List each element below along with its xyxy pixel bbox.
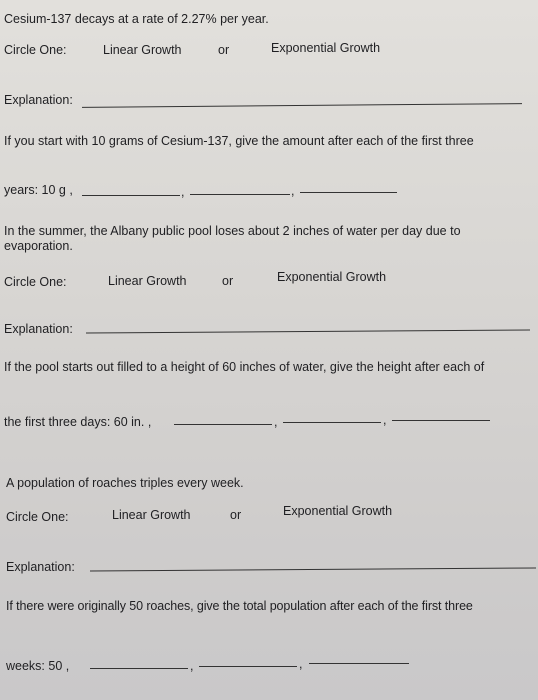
s1-explanation-blank[interactable] — [82, 103, 522, 108]
s1-explanation-label: Explanation: — [4, 93, 73, 107]
s3-answer-blank-1[interactable] — [90, 668, 188, 669]
s1-comma-1: , — [181, 185, 185, 199]
s1-answer-blank-1[interactable] — [82, 195, 180, 196]
s3-explanation-blank[interactable] — [90, 567, 536, 571]
s3-explanation-label: Explanation: — [6, 560, 75, 574]
s2-or: or — [222, 274, 234, 288]
s2-explanation-blank[interactable] — [86, 329, 530, 333]
s2-explanation-label: Explanation: — [4, 322, 73, 336]
s3-statement: A population of roaches triples every week. — [6, 476, 244, 490]
s3-circle-label: Circle One: — [6, 510, 69, 524]
s2-comma-1: , — [274, 415, 278, 429]
s1-or: or — [218, 43, 230, 57]
s2-answer-blank-3[interactable] — [392, 420, 490, 421]
s3-or: or — [230, 508, 242, 522]
s3-answer-blank-2[interactable] — [199, 666, 297, 667]
s2-circle-label: Circle One: — [4, 275, 67, 289]
s1-question: If you start with 10 grams of Cesium-137, give the amount after each of the first three — [4, 134, 474, 148]
s2-answer-blank-1[interactable] — [174, 424, 272, 425]
s1-option-linear[interactable]: Linear Growth — [103, 43, 182, 57]
s3-option-linear[interactable]: Linear Growth — [112, 508, 191, 522]
s3-answer-prefix: weeks: 50 , — [6, 659, 70, 673]
s1-statement: Cesium-137 decays at a rate of 2.27% per year. — [4, 12, 269, 26]
s1-circle-label: Circle One: — [4, 43, 67, 57]
s2-statement: In the summer, the Albany public pool loses about 2 inches of water per day due to evaporation. — [4, 224, 461, 253]
s3-option-exponential[interactable]: Exponential Growth — [283, 504, 393, 518]
s2-answer-blank-2[interactable] — [283, 422, 381, 423]
s1-answer-blank-2[interactable] — [190, 194, 290, 195]
s2-option-linear[interactable]: Linear Growth — [108, 274, 187, 288]
s1-option-exponential[interactable]: Exponential Growth — [271, 41, 381, 55]
s1-answer-prefix: years: 10 g , — [4, 183, 73, 197]
s3-answer-blank-3[interactable] — [309, 663, 409, 664]
s1-comma-2: , — [291, 184, 295, 198]
s2-comma-2: , — [383, 413, 387, 427]
s2-option-exponential[interactable]: Exponential Growth — [277, 270, 387, 284]
s1-answer-blank-3[interactable] — [300, 192, 397, 193]
s2-question: If the pool starts out filled to a height of 60 inches of water, give the height after each of — [4, 360, 485, 374]
s3-comma-1: , — [190, 659, 194, 673]
s2-answer-prefix: the first three days: 60 in. , — [4, 415, 152, 429]
s3-comma-2: , — [299, 657, 303, 671]
s3-question: If there were originally 50 roaches, give the total population after each of the first three — [6, 599, 473, 613]
